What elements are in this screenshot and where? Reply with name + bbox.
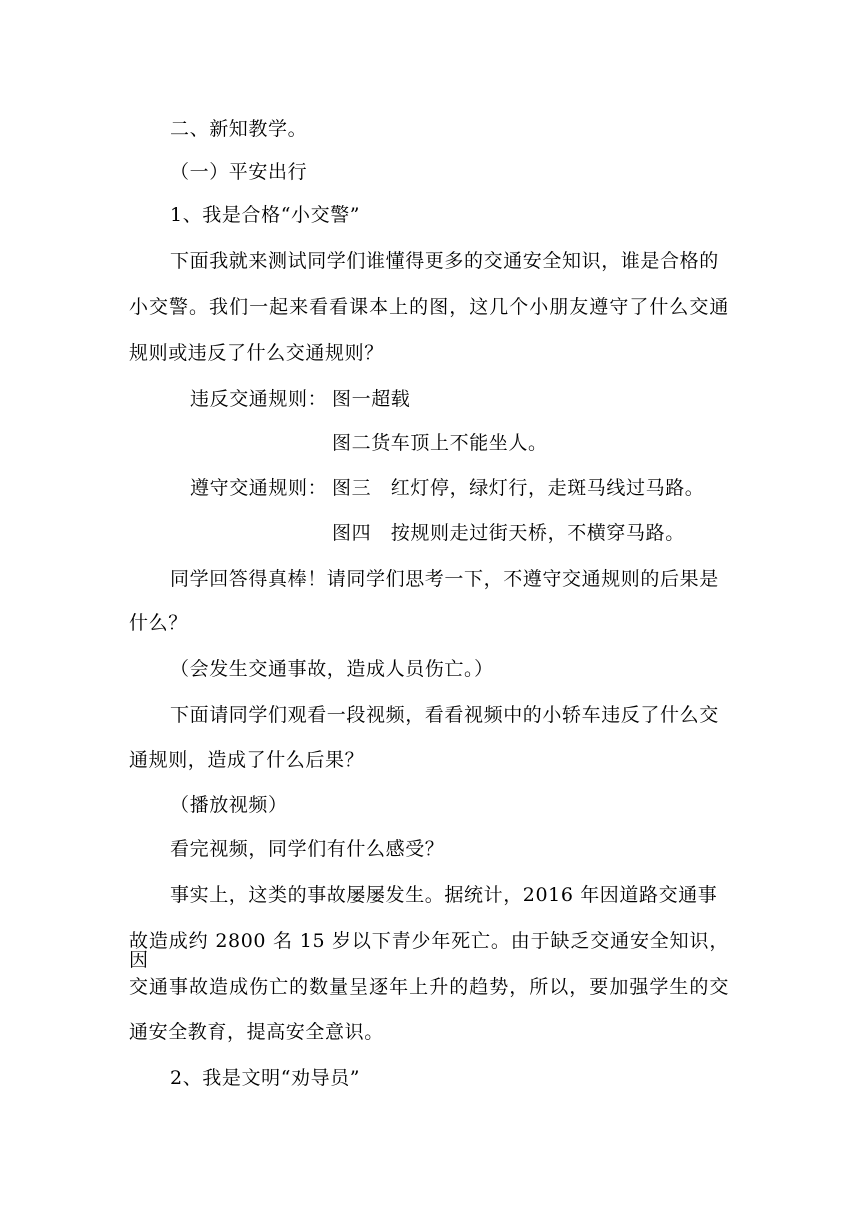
paragraph-line: 通规则，造成了什么后果？ — [129, 749, 365, 771]
paragraph-line: 下面请同学们观看一段视频，看看视频中的小轿车违反了什么交 — [170, 704, 719, 726]
paragraph-line: 交通事故造成伤亡的数量呈逐年上升的趋势，所以，要加强学生的交 — [129, 976, 729, 998]
paragraph-line: 什么？ — [129, 612, 188, 634]
item-heading: 2、我是文明“劝导员” — [170, 1067, 361, 1089]
violate-item: 图二货车顶上不能坐人。 — [332, 432, 548, 454]
subsection-heading: （一）平安出行 — [170, 161, 308, 183]
paragraph-line: 通安全教育，提高安全意识。 — [129, 1021, 384, 1043]
section-heading: 二、新知教学。 — [170, 118, 308, 140]
paragraph-line: 故造成约 2800 名 15 岁以下青少年死亡。由于缺乏交通安全知识，因 — [129, 930, 729, 971]
paragraph-line: 规则或违反了什么交通规则？ — [129, 342, 384, 364]
paragraph-line: 同学回答得真棒！请同学们思考一下，不遵守交通规则的后果是 — [170, 568, 719, 590]
obey-item: 图四 按规则走过街天桥，不横穿马路。 — [332, 522, 685, 544]
obey-label: 遵守交通规则： — [190, 477, 328, 499]
answer-text: （会发生交通事故，造成人员伤亡。） — [170, 658, 494, 680]
paragraph-line: 下面我就来测试同学们谁懂得更多的交通安全知识，谁是合格的 — [170, 250, 719, 272]
item-heading: 1、我是合格“小交警” — [170, 204, 361, 226]
paragraph-line: 事实上，这类的事故屡屡发生。据统计，2016 年因道路交通事 — [170, 884, 718, 906]
violate-item: 图一超载 — [332, 388, 411, 410]
violate-label: 违反交通规则： — [190, 388, 328, 410]
play-video-note: （播放视频） — [170, 794, 288, 816]
obey-item: 图三 红灯停，绿灯行，走斑马线过马路。 — [332, 477, 705, 499]
paragraph-line: 看完视频，同学们有什么感受？ — [170, 838, 445, 860]
paragraph-line: 小交警。我们一起来看看课本上的图，这几个小朋友遵守了什么交通 — [129, 296, 729, 318]
